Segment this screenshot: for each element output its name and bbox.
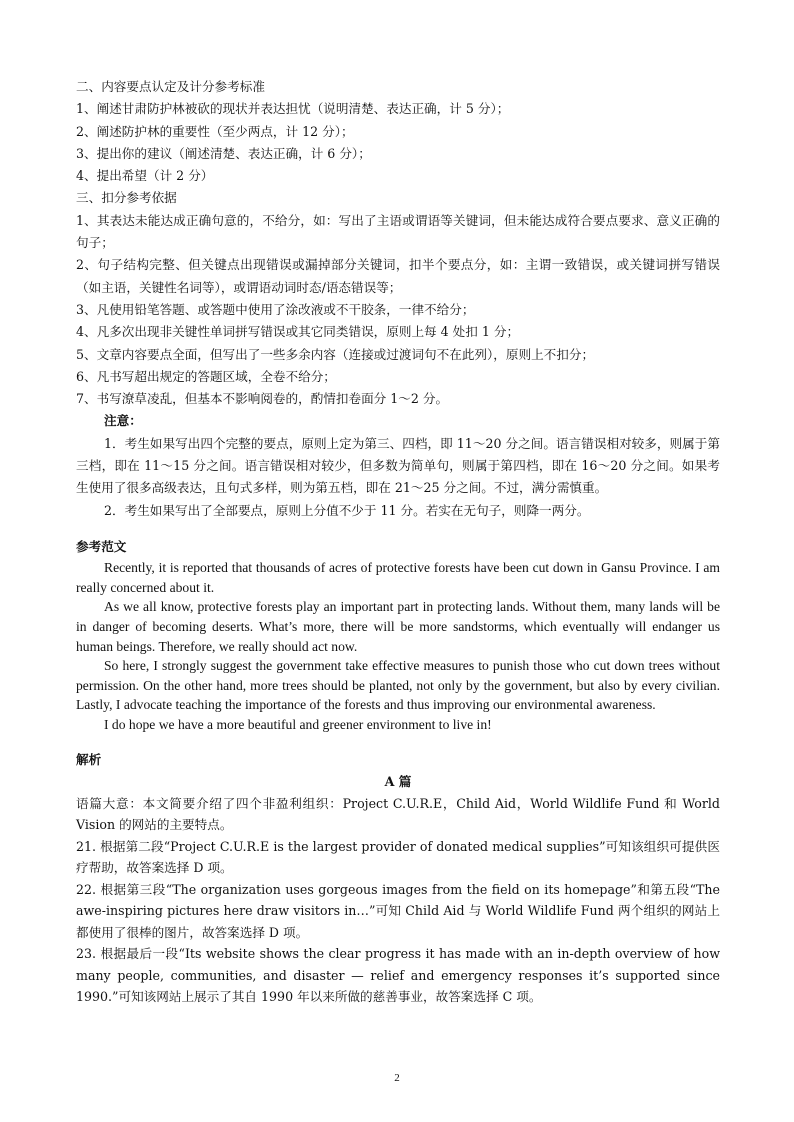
section2-item: 2、阐述防护林的重要性（至少两点，计 12 分）； [76, 123, 354, 139]
section3-item: 1、其表达未能达成正确句意的，不给分，如：写出了主语或谓语等关键词，但未能达成符合要点要求、意义正确的句子； [76, 212, 720, 251]
section2-heading: 二、内容要点认定及计分参考标准 [76, 79, 265, 94]
note-label: 注意： [104, 413, 142, 429]
note-paragraph-2: 2．考生如果写出了全部要点，原则上分值不少于 11 分。若实在无句子，则降一两分。 [104, 502, 590, 518]
passage-heading: A 篇 [384, 773, 412, 789]
section3-item: 3、凡使用铅笔答题、或答题中使用了涂改液或不干胶条，一律不给分； [76, 301, 475, 317]
section2-item: 1、阐述甘肃防护林被砍的现状并表达担忧（说明清楚、表达正确，计 5 分）； [76, 101, 510, 117]
spacer [76, 522, 720, 536]
section3-item: 5、文章内容要点全面，但写出了一些多余内容（连接或过渡词句不在此列），原则上不扣分； [76, 346, 595, 362]
spacer [76, 735, 720, 749]
section3-heading: 三、扣分参考依据 [76, 190, 177, 206]
sample-paragraph: As we all know, protective forests play an important part in protecting lands. Without them, many lands will be in danger of becoming deserts. What’s more, there will be more sandstorms, which eventually will endanger us human beings. Therefore, we really should act now. [76, 599, 720, 654]
question-21: 21. 根据第二段“Project C.U.R.E is the largest provider of donated medical supplies”可知该组织可提供医疗帮助，故答案选择 D 项。 [76, 838, 720, 876]
section3-item: 2、句子结构完整、但关键点出现错误或漏掉部分关键词，扣半个要点分，如：主谓一致错误，或关键词拼写错误（如主语，关键性名词等），或谓语动词时态/语态错误等； [76, 257, 720, 295]
section3-item: 4、凡多次出现非关键性单词拼写错误或其它同类错误，原则上每 4 处扣 1 分； [76, 324, 520, 340]
page-number: 2 [394, 1072, 400, 1084]
analysis-heading: 解析 [76, 751, 102, 767]
sample-paragraph: Recently, it is reported that thousands of acres of protective forests have been cut down in Gansu Province. I am really concerned about it. [76, 560, 720, 595]
note-paragraph-1: 1．考生如果写出四个完整的要点，原则上定为第三、四档，即 11～20 分之间。语言错误相对较多，则属于第三档，即在 11～15 分之间。语言错误相对较少，但多数为简单句，则属于第四档，即在 16～20 分之间。如果考生使用了很多高级表达，且句式多样，则为第五档，即在 21～25 分之间。不过，满分需慎重。 [76, 435, 720, 496]
sample-paragraph: I do hope we have a more beautiful and greener environment to live in! [104, 716, 492, 732]
page-content [76, 76, 720, 1008]
section2-item: 3、提出你的建议（阐述清楚、表达正确，计 6 分）； [76, 145, 371, 161]
question-23: 23. 根据最后一段“Its website shows the clear progress it has made with an in-depth overview of how many people, communities, and disaster — relief and emergency responses it’s supported since 1990.”可知该网站上展示了其自 1990 年以来所做的慈善事业，故答案选择 C 项。 [76, 946, 720, 1005]
section2-item: 4、提出希望（计 2 分） [76, 168, 214, 184]
question-22: 22. 根据第三段“The organization uses gorgeous images from the field on its homepage”和第五段“The awe-inspiring pictures here draw visitors in…”可知 Child Aid 与 World Wildlife Fund 两个组织的网站上都使用了很棒的图片，故答案选择 D 项。 [76, 881, 720, 940]
sample-paragraph: So here, I strongly suggest the government take effective measures to punish those who cut down trees without permission. On the other hand, more trees should be planted, not only by the government, but also by every civilian. Lastly, I advocate teaching the importance of the forests and thus improving our environmental awareness. [76, 658, 720, 713]
section3-item: 6、凡书写超出规定的答题区域，全卷不给分； [76, 368, 336, 384]
passage-summary: 语篇大意：本文简要介绍了四个非盈利组织：Project C.U.R.E，Child Aid，World Wildlife Fund 和 World Vision 的网站的主要特点。 [76, 795, 720, 833]
sample-heading: 参考范文 [76, 538, 127, 554]
section3-item: 7、书写潦草凌乱，但基本不影响阅卷的，酌情扣卷面分 1～2 分。 [76, 391, 449, 407]
